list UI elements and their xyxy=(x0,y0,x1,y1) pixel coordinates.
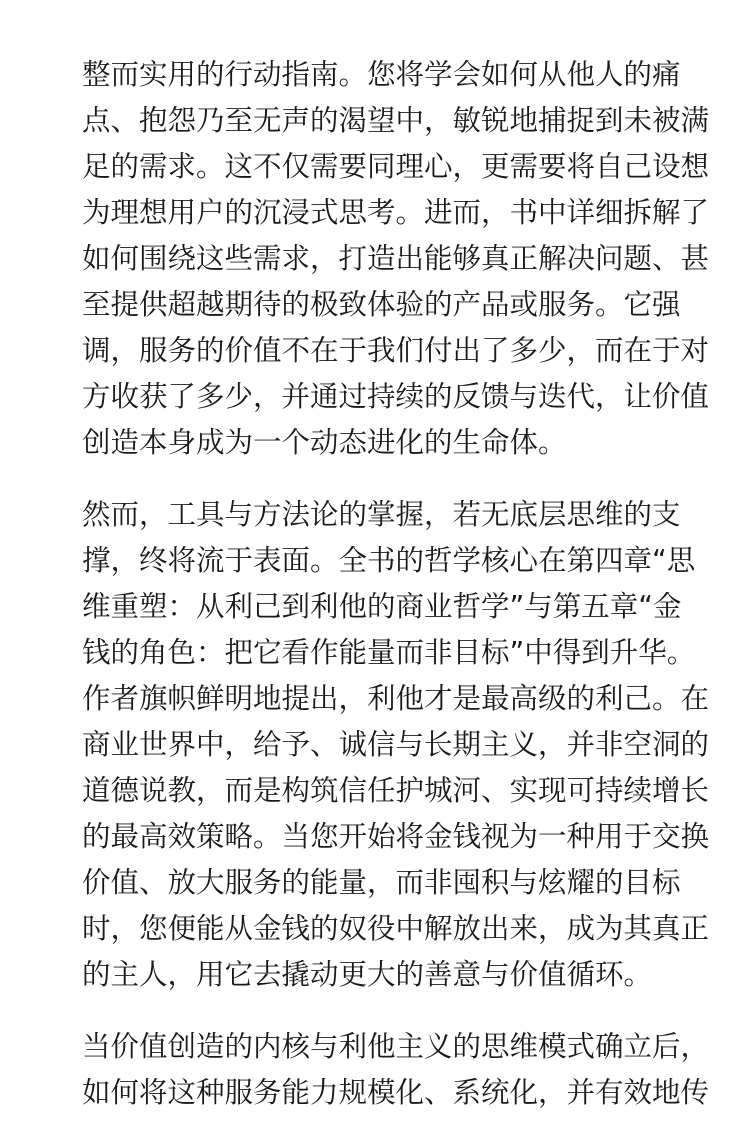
text-line: 为理想用户的沉浸式思考。进而，书中详细拆解了 xyxy=(82,196,710,229)
text-line: 至提供超越期待的极致体验的产品或服务。它强 xyxy=(82,288,681,321)
text-line: 当价值创造的内核与利他主义的思维模式确立后， xyxy=(82,1030,710,1063)
text-line: 维重塑：从利己到利他的商业哲学”与第五章“金 xyxy=(82,590,682,623)
text-line: 点、抱怨乃至无声的渴望中，敏锐地捕捉到未被满 xyxy=(82,104,710,137)
text-line: 商业世界中，给予、诚信与长期主义，并非空洞的 xyxy=(82,728,710,761)
paragraph-1 xyxy=(82,52,710,466)
text-line: 时，您便能从金钱的奴役中解放出来，成为其真正 xyxy=(82,912,710,945)
text-line: 作者旗帜鲜明地提出，利他才是最高级的利己。在 xyxy=(82,682,710,715)
text-line: 道德说教，而是构筑信任护城河、实现可持续增长 xyxy=(82,774,710,807)
text-line: 然而，工具与方法论的掌握，若无底层思维的支 xyxy=(82,498,681,531)
text-line: 撑，终将流于表面。全书的哲学核心在第四章“思 xyxy=(82,544,696,577)
text-line: 方收获了多少，并通过持续的反馈与迭代，让价值 xyxy=(82,380,710,413)
paragraph-2 xyxy=(82,492,710,998)
text-line: 如何将这种服务能力规模化、系统化，并有效地传 xyxy=(82,1076,710,1109)
text-line: 创造本身成为一个动态进化的生命体。 xyxy=(82,426,567,459)
text-line: 足的需求。这不仅需要同理心，更需要将自己设想 xyxy=(82,150,710,183)
document-body xyxy=(82,52,710,1142)
text-line: 如何围绕这些需求，打造出能够真正解决问题、甚 xyxy=(82,242,710,275)
text-line: 的主人，用它去撬动更大的善意与价值循环。 xyxy=(82,958,653,991)
paragraph-3 xyxy=(82,1024,710,1116)
text-line: 整而实用的行动指南。您将学会如何从他人的痛 xyxy=(82,58,681,91)
text-line: 价值、放大服务的能量，而非囤积与炫耀的目标 xyxy=(82,866,681,899)
text-line: 钱的角色：把它看作能量而非目标”中得到升华。 xyxy=(82,636,696,669)
text-line: 的最高效策略。当您开始将金钱视为一种用于交换 xyxy=(82,820,710,853)
text-line: 调，服务的价值不在于我们付出了多少，而在于对 xyxy=(82,334,710,367)
